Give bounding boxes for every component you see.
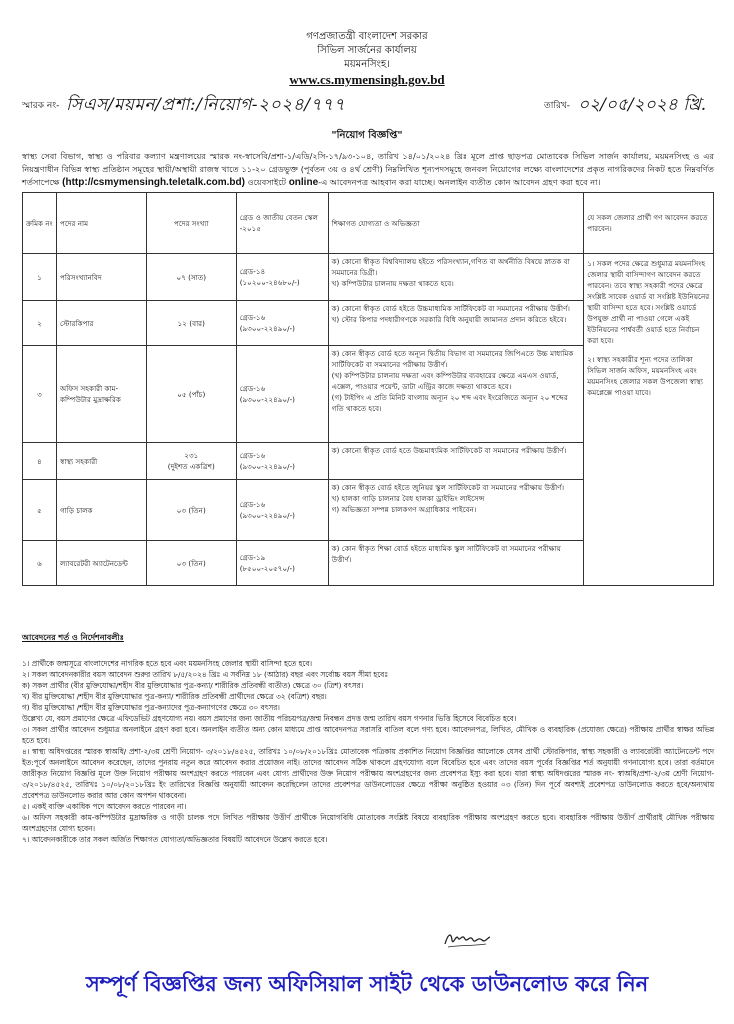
row-count: ০৭ (সাত): [146, 254, 236, 301]
condition-item: খ) বীর মুক্তিযোদ্ধা /শহীদ বীর মুক্তিযোদ্ধার পুত্র-কন্যা/ শারীরিক প্রতিবন্ধী প্রার্থীদের ক্ষেত্রে ৩২ (বত্রিশ) বছর।: [22, 692, 327, 701]
condition-item: ২। সকল আবেদনকারীর বয়স আবেদন শুরুর তারিখ ৮/৫/২০২৪ খ্রিঃ এ সর্বনিম্ন ১৮ (আঠার) বছর এবং সর্বোচ্চ বয়স সীমা হবেঃ: [22, 670, 389, 679]
office-location: ময়মনসিংহ।: [344, 59, 390, 70]
row-grade: গ্রেড-১৬ (৯৩০০-২২৪৯০/-): [236, 346, 328, 443]
conditions-list: [22, 658, 714, 845]
condition-item: ৬। অফিস সহকারী কাম-কম্পিউটার মুদ্রাক্ষরিক ও গাড়ী চালক পদে লিখিত পরীক্ষায় উত্তীর্ণ প্রার্থীকে নিয়োগবিধি মোতাবেক সংশ্লিষ্ট বিষয়ে ব্যবহারিক পরীক্ষায় অংশগ্রহণ করতে হবে। ব্যবহারিক পরীক্ষায় উত্তীর্ণ প্রার্থীরাই মৌখিক পরীক্ষায় অংশগ্রহণের যোগ্য হবেন।: [22, 813, 714, 833]
intro-part2: ওয়েবসাইটে: [247, 177, 287, 187]
conditions-title: আবেদনের শর্ত ও নির্দেশনাবলীঃ: [22, 633, 124, 642]
signature-icon: [442, 928, 492, 952]
eligibility-point-2: ২। স্বাস্থ্য সহকারীর শূন্য পদের তালিকা সিভিল সার্জন অফিস, ময়মনসিংহ এবং ময়মনসিংহ জেলার সকল উপজেলা স্বাস্থ্য কমপ্লেক্সে পাওয়া যাবে।: [587, 355, 703, 397]
row-post: গাড়ি চালক: [56, 480, 146, 541]
eligibility-cell: [584, 254, 714, 586]
condition-item: ৫। একই ব্যক্তি একাধিক পদে আবেদন করতে পারবেন না।: [22, 802, 187, 811]
row-post: স্টোরকিপার: [56, 301, 146, 346]
row-count: ০৫ (পাঁচ): [146, 346, 236, 443]
govt-name: গণপ্রজাতন্ত্রী বাংলাদেশ সরকার: [306, 31, 428, 42]
row-post: অফিস সহকারী কাম-কম্পিউটার মুদ্রাক্ষরিক: [56, 346, 146, 443]
eligibility-point-1: ১। সকল পদের ক্ষেত্রে শুধুমাত্র ময়মনসিংহ জেলার স্থায়ী বাসিন্দাগণ আবেদন করতে পারবেন। তবে স্বাস্থ্য সহকারী পদের ক্ষেত্রে সংশ্লিষ্ট সাবেক ওয়ার্ড বা সংশ্লিষ্ট ইউনিয়নের স্থায়ী বাসিন্দা হতে হবে। সংশ্লিষ্ট ওয়ার্ডে উপযুক্ত প্রার্থী না পাওয়া গেলে একই ইউনিয়নের পার্শ্ববর্তী ওয়ার্ড হতে নির্বাচন করা হবে।: [587, 259, 710, 345]
condition-item: ৩। সকল প্রার্থীর আবেদন শুধুমাত্র অনলাইনে গ্রহণ করা হবে। অনলাইন ব্যতীত অন্য কোন মাধ্যমে প্রাপ্ত আবেদনপত্র সরাসরি বাতিল বলে গণ্য হবে। আবেদনপত্র, লিখিত, মৌখিক ও ব্যবহারিক (প্রযোজ্য ক্ষেত্রে) পরীক্ষায় প্রার্থীর স্বাক্ষর অভিন্ন হতে হবে।: [22, 725, 714, 745]
date-label: তারিখ-: [544, 101, 571, 111]
col-qualification: শিক্ষাগত যোগ্যতা ও অভিজ্ঞতা: [328, 193, 584, 254]
row-qualification: ক) কোন স্বীকৃত শিক্ষা বোর্ড হইতে মাধ্যমিক স্কুল সার্টিফিকেট বা সমমানের পরীক্ষায় উত্তীর্ণ।: [328, 541, 584, 586]
intro-paragraph: [22, 150, 714, 189]
row-post: ল্যাবরেটরী অ্যাটেনডেন্ট: [56, 541, 146, 586]
memo-line: [22, 92, 712, 116]
row-post: পরিসংখ্যানবিদ: [56, 254, 146, 301]
row-grade: গ্রেড-১৬ (৯৩০০-২২৪৯০/-): [236, 480, 328, 541]
row-qualification: ক) কোনো স্বীকৃত বিশ্ববিদ্যালয় হইতে পরিসংখ্যান,গণিত বা অর্থনীতি বিষয়ে স্নাতক বা সমমানের ডিগ্রী। খ) কম্পিউটার চালনায় দক্ষতা থাকতে হবে।: [328, 254, 584, 301]
memo-number: সিএস/ময়মন/প্রশা:/নিয়োগ-২০২৪/৭৭৭: [66, 95, 346, 115]
row-serial: ৩: [23, 346, 57, 443]
row-grade: গ্রেড-১৪ (১০২০০-২৪৬৮০/-): [236, 254, 328, 301]
row-qualification: ক) কোনো স্বীকৃত বোর্ড হইতে উচ্চমাধ্যমিক সার্টিফিকেট বা সমমানের পরীক্ষায় উত্তীর্ণ। খ) স্টোর কিপার পদধারীগণকে সরকারি বিধি অনুযায়ী জামানত প্রদান করিতে হইবে।: [328, 301, 584, 346]
application-url[interactable]: (http://csmymensingh.teletalk.com.bd): [62, 177, 245, 188]
row-serial: ১: [23, 254, 57, 301]
col-eligibility: যে সকল জেলার প্রার্থী গণ আবেদন করতে পারবেন।: [584, 193, 714, 254]
download-footer-banner: সম্পূর্ণ বিজ্ঞপ্তির জন্য অফিসিয়াল সাইট থেকে ডাউনলোড করে নিন: [85, 972, 649, 996]
row-count: ২৩১ (দুইশত একত্রিশ): [146, 443, 236, 480]
condition-item: গ) বীর মুক্তিযোদ্ধা /শহীদ বীর মুক্তিযোদ্ধার পুত্র-কন্যাদের পুত্র-কন্যাগণের ক্ষেত্রে ৩০ বৎসর।: [22, 703, 280, 712]
posts-table: [22, 192, 714, 586]
row-count: ০৩ (তিন): [146, 541, 236, 586]
col-count: পদের সংখ্যা: [146, 193, 236, 254]
col-post: পদের নাম: [56, 193, 146, 254]
row-count: ১২ (বার): [146, 301, 236, 346]
letterhead: [0, 30, 734, 88]
online-word: online: [288, 177, 319, 188]
row-serial: ৬: [23, 541, 57, 586]
office-website[interactable]: www.cs.mymensingh.gov.bd: [289, 72, 445, 87]
row-grade: গ্রেড-১৯ (৮৫০০-২০৫৭০/-): [236, 541, 328, 586]
row-grade: গ্রেড-১৬ (৯৩০০-২২৪৯০/-): [236, 301, 328, 346]
row-qualification: ক) কোন স্বীকৃত বোর্ড হতে অন্যূন দ্বিতীয় বিভাগ বা সমমানের জিপিএতে উচ্চ মাধ্যমিক সার্টিফিকেট বা সমমানের পরীক্ষায় উত্তীর্ণ। (খ) কম্পিউটার চালনায় দক্ষতা এবং কম্পিউটার ব্যবহারের ক্ষেত্রে এমএস ওয়ার্ড, এক্সেল, পাওয়ার পয়েন্ট, ডাটা এন্ট্রির কাজে দক্ষতা থাকতে হবে। (গ) টাইপিং এ প্রতি মিনিট বাংলায় অন্যূন ২০ শব্দ এবং ইংরেজিতে অন্যূন ২০ শব্দের গতি থাকতে হবে।: [328, 346, 584, 443]
col-grade: গ্রেড ও জাতীয় বেতন স্কেল -২০১৫: [236, 193, 328, 254]
row-serial: ৫: [23, 480, 57, 541]
row-serial: ৪: [23, 443, 57, 480]
condition-item: ক) সকল প্রার্থীর (বীর মুক্তিযোদ্ধা/শহীদ বীর মুক্তিযোদ্ধার পুত্র-কন্যা/ শারীরিক প্রতিবন্ধী ব্যতীত) ক্ষেত্রে ৩০ (ত্রিশ) বৎসর।: [22, 681, 364, 690]
intro-part3: -এ আবেদনপত্র আহবান করা যাচ্ছে। অনলাইন ব্যতীত কোন আবেদন গ্রহণ করা হবে না।: [318, 177, 601, 187]
memo-label: স্মারক নং-: [22, 101, 60, 111]
table-row: [23, 254, 714, 301]
condition-item: ১। প্রার্থীকে জন্মসূত্রে বাংলাদেশের নাগরিক হতে হবে এবং ময়মনসিংহ জেলার স্থায়ী বাসিন্দা হতে হবে।: [22, 659, 313, 668]
notice-title: "নিয়োগ বিজ্ঞপ্তি": [331, 130, 403, 141]
intro-part1: স্বাস্থ্য সেবা বিভাগ, স্বাস্থ্য ও পরিবার কল্যাণ মন্ত্রণালয়ের স্মারক নং-স্বাসেবি/প্রশা-১/এডি/২সি-১৭/৯৩-১০৪, তারিখ ১৪/০১/২০২৪ খ্রিঃ মূলে প্রাপ্ত ছাড়পত্র মোতাবেক সিভিল সার্জন কার্যালয়, ময়মনসিংহ ও এর নিয়ন্ত্রণাধীন বিভিন্ন স্বাস্থ্য প্রতিষ্ঠান সমূহের স্থায়ী/অস্থায়ী রাজস্ব খাতে ১১-২০ গ্রেডভুক্ত (পূর্বতন ৩য় ও ৪র্থ শ্রেণী) নিম্নলিখিত শূন্যপদসমূহে জনবল নিয়োগের লক্ষ্যে বাংলাদেশের প্রকৃত নাগরিকদের নিকট হতে নিম্নবর্ণিত শর্তসাপেক্ষে: [22, 151, 714, 187]
row-grade: গ্রেড-১৬ (৯৩০০-২২৪৯০/-): [236, 443, 328, 480]
condition-item: ৪। স্বাস্থ্য অধিদপ্তরের স্মারক স্বাঅধি/ প্রশা-২/৩য় শ্রেণী নিয়োগ- ৩/২০১৮/৪৫২৫, তারিখঃ ১০/০৮/২০১৮খ্রিঃ মোতাবেক পত্রিকায় প্রকাশিত নিয়োগ বিজ্ঞপ্তির আলোকে যেসব প্রার্থী স্টোরকিপার, স্বাস্থ্য সহকারী ও ল্যাবরেটরী অ্যাটেনডেন্ট পদে ইত:পূর্বে অনলাইনে আবেদন করেছেন, তাদের পুনরায় নতুন করে আবেদন করার প্রয়োজন নাই। তাদের আবেদন সঠিক থাকলে গ্রহণযোগ্য বলে বিবেচিত হবে এবং তাদের বয়স পূর্বের বিজ্ঞপ্তির শর্ত অনুযায়ী গণনাযোগ্য হবে। তারা বর্তমানে জারীকৃত নিয়োগ বিজ্ঞপ্তি মূলে উক্ত নিয়োগ পরীক্ষায় অংশগ্রহণ করতে পারবেন এবং যোগ্য প্রার্থীদের উক্ত নিয়োগ পরীক্ষায় অংশগ্রহণের জন্য প্রবেশপত্র ইস্যু করা হবে। যারা স্বাস্থ্য অধিদপ্তরের স্মারক নং- স্বাঅধি/প্রশা-২/৩য় শ্রেণী নিয়োগ- ৩/২০১৮/৪৫২৫, তারিখঃ ১০/০৮/২০১৮খ্রিঃ ইং তারিখের বিজ্ঞপ্তি অনুযায়ী আবেদন করেছিলেন তাদের প্রবেশপত্র ডাউনলোডের ক্ষেত্রে পরীক্ষা অনুষ্ঠিত হওয়ার ০৩ (তিন) দিন পূর্বে অবশ্যই প্রবেশপত্র ডাউনলোড করতে হবে/অন্যথায় প্রবেশপত্র ডাউনলোড করার আর কোন অপশন থাকবেনা।: [22, 747, 714, 800]
table-header-row: [23, 193, 714, 254]
row-qualification: ক) কোন স্বীকৃত বোর্ড হইতে জুনিয়র স্কুল সার্টিফিকেট বা সমমানের পরীক্ষায় উত্তীর্ণ। খ) হালকা গাড়ি চালনার বৈধ হালকা ড্রাইভিং লাইসেন্স গ) অভিজ্ঞতা সম্পন্ন চালকগণ অগ্রাধিকার পাইবেন।: [328, 480, 584, 541]
memo-date: ০২/০৫/২০২৪ খ্রি.: [578, 95, 707, 115]
row-qualification: ক) কোনো স্বীকৃত বোর্ড হতে উচ্চমাধ্যমিক সার্টিফিকেট বা সমমানের পরীক্ষায় উত্তীর্ণ।: [328, 443, 584, 480]
row-count: ০৩ (তিন): [146, 480, 236, 541]
condition-item: উল্লেখ্য যে, বয়স প্রমাণের ক্ষেত্রে এফিডেভিট গ্রহণযোগ্য নয়। বয়স প্রমাণের জন্য জাতীয় পরিচয়পত্র/জন্ম নিবন্ধন প্রদত্ত জন্ম তারিখ বয়স গণনার ভিত্তি হিসেবে বিবেচিত হবে।: [22, 714, 517, 723]
col-serial: ক্রমিক নং: [23, 193, 57, 254]
condition-item: ৭। আবেদনকারীকে তার সকল অর্জিত শিক্ষাগত যোগ্যতা/অভিজ্ঞতার বিষয়টি আবেদনে উল্লেখ করতে হবে।: [22, 835, 328, 844]
row-post: স্বাস্থ্য সহকারী: [56, 443, 146, 480]
row-serial: ২: [23, 301, 57, 346]
office-name: সিভিল সার্জনের কার্যালয়: [317, 45, 417, 56]
